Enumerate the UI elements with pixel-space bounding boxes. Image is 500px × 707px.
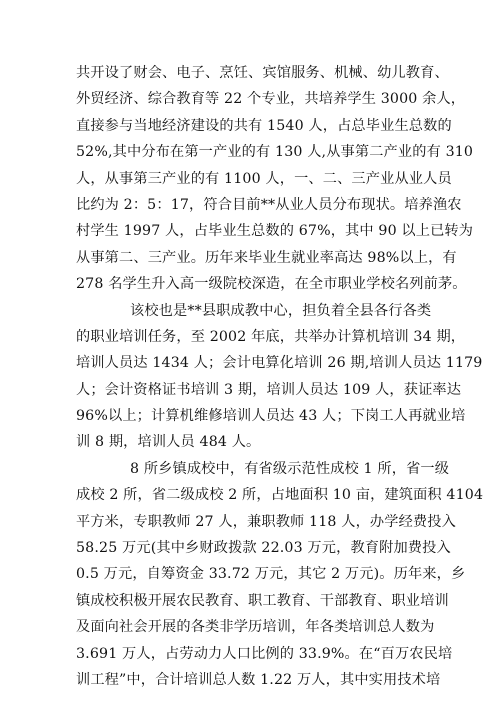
text-line: 及面向社会开展的各类非学历培训，年各类培训总人数为 [76,619,435,636]
text-line: 成校 2 所，省二级成校 2 所，占地面积 10 亩，建筑面积 4104 [76,487,484,504]
text-line: 平方米，专职教师 27 人，兼职教师 118 人，办学经费投入 [76,513,456,530]
text-line: 人；会计资格证书培训 3 期，培训人员达 109 人，获证率达 [76,381,462,398]
paragraph-1 [76,60,474,298]
text-line: 278 名学生升入高一级院校深造，在全市职业学校名列前茅。 [76,276,467,293]
text-line: 3.691 万人，占劳动力人口比例的 33.9%。在“百万农民培 [76,645,453,662]
document-page [76,60,484,693]
text-line: 58.25 万元(其中乡财政拨款 22.03 万元，教育附加费投入 [76,540,451,557]
text-line: 该校也是**县职成教中心，担负着全县各行各类 [130,302,432,319]
text-line: 村学生 1997 人，占毕业生总数的 67%，其中 90 以上已转为 [76,223,474,240]
paragraph-3 [76,456,484,694]
text-line: 共开设了财会、电子、烹饪、宾馆服务、机械、幼儿教育、 [76,65,449,81]
text-line: 镇成校积极开展农民教育、职工教育、干部教育、职业培训 [76,592,449,609]
text-line: 培训人员达 1434 人；会计电算化培训 26 期,培训人员达 1179 [76,355,483,372]
text-line: 训 8 期，培训人员 484 人。 [76,434,261,451]
text-line: 的职业培训任务，至 2002 年底，共举办计算机培训 34 期， [76,328,466,345]
text-line: 训工程”中，合计培训总人数 1.22 万人，其中实用技术培 [76,671,441,688]
text-line: 比约为 2：5：17，符合目前**从业人员分布现状。培养渔农 [76,196,462,213]
text-line: 0.5 万元，自筹资金 33.72 万元，其它 2 万元)。历年来，乡 [76,566,466,583]
text-line: 从事第二、三产业。历年来毕业生就业率高达 98%以上，有 [76,249,457,266]
text-line: 8 所乡镇成校中，有省级示范性成校 1 所，省一级 [130,460,450,477]
text-line: 外贸经济、综合教育等 22 个专业，共培养学生 3000 余人， [76,91,466,108]
paragraph-2 [76,298,483,456]
text-line: 人，从事第三产业的有 1100 人，一、二、三产业从业人员 [76,170,452,187]
text-line: 96%以上；计算机维修培训人员达 43 人；下岗工人再就业培 [76,408,466,425]
text-line: 直接参与当地经济建设的共有 1540 人，占总毕业生总数的 [76,117,452,134]
text-line: 52%,其中分布在第一产业的有 130 人,从事第二产业的有 310 [76,144,474,161]
